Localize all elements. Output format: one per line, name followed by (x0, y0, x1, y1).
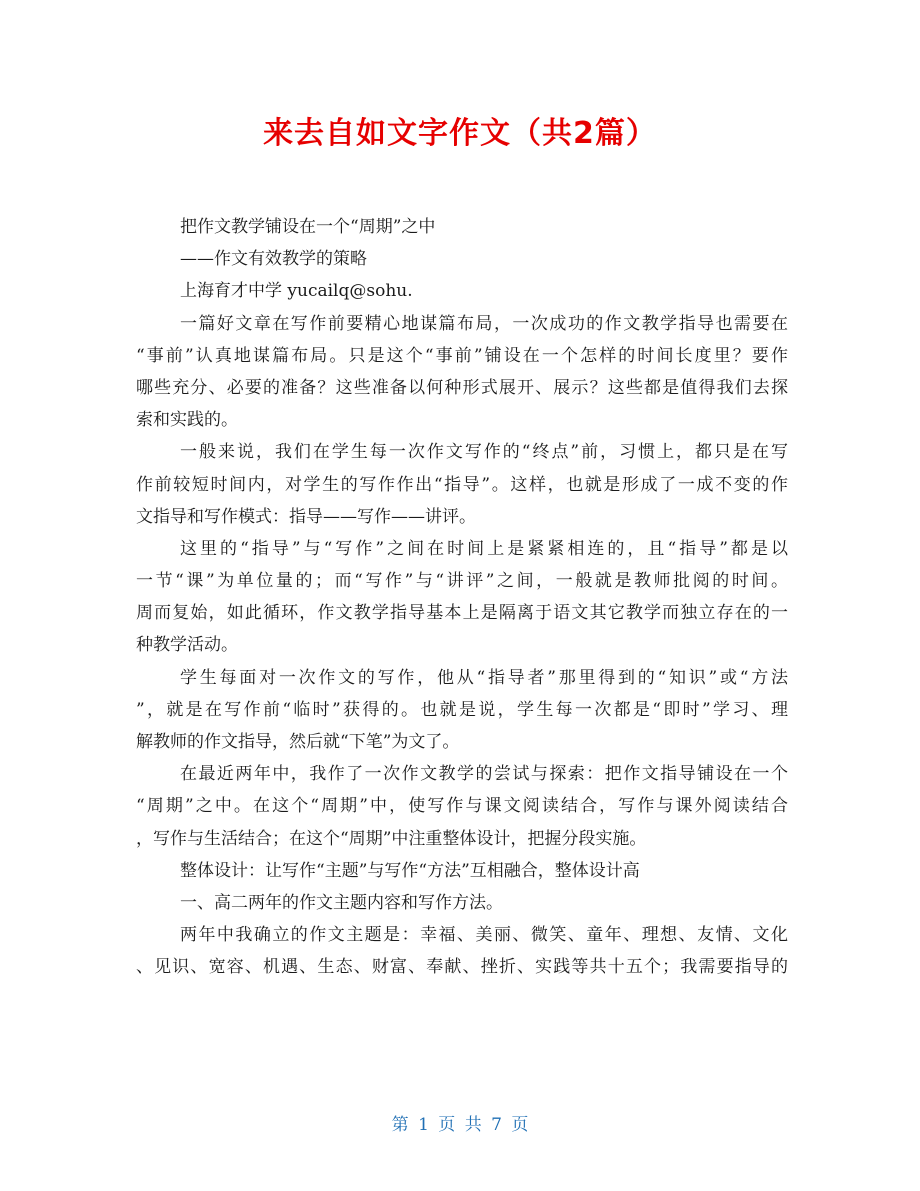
page-number-footer: 第 1 页 共 7 页 (391, 1115, 529, 1135)
paragraph-line: 周而复始，如此循环，作文教学指导基本上是隔离于语文其它教学而独立存在的一 (136, 603, 788, 624)
paragraph-line: 、见识、宽容、机遇、生态、财富、奉献、挫折、实践等共十五个；我需要指导的 (136, 957, 788, 978)
paragraph-line: 一、高二两年的作文主题内容和写作方法。 (180, 892, 503, 913)
paragraph-line: “周期”之中。在这个“周期”中，使写作与课文阅读结合，写作与课外阅读结合 (136, 796, 788, 817)
subtitle-line: 把作文教学铺设在一个“周期”之中 (180, 217, 436, 237)
author-line: 上海育才中学 yucailq@sohu. (180, 281, 413, 302)
paragraph-line: 整体设计：让写作“主题”与写作“方法”互相融合，整体设计高 (180, 860, 640, 881)
paragraph-line: 哪些充分、必要的准备？这些准备以何种形式展开、展示？这些都是值得我们去探 (136, 377, 788, 398)
paragraph-line: 一般来说，我们在学生每一次作文写作的“终点”前，习惯上，都只是在写 (180, 442, 788, 463)
paragraph-line: 在最近两年中，我作了一次作文教学的尝试与探索：把作文指导铺设在一个 (180, 764, 788, 785)
paragraph-line: 解教师的作文指导，然后就“下笔”为文了。 (136, 732, 460, 752)
paragraph-line: 两年中我确立的作文主题是：幸福、美丽、微笑、童年、理想、友情、文化 (180, 925, 788, 946)
paragraph-line: 这里的“指导”与“写作”之间在时间上是紧紧相连的，且“指导”都是以 (180, 538, 788, 559)
paragraph-line: 作前较短时间内，对学生的写作作出“指导”。这样，也就是形成了一成不变的作 (136, 474, 788, 495)
paragraph-line: 种教学活动。 (136, 635, 238, 656)
paragraph-line: ，写作与生活结合；在这个“周期”中注重整体设计，把握分段实施。 (136, 828, 647, 849)
paragraph-line: 一篇好文章在写作前要精心地谋篇布局，一次成功的作文教学指导也需要在 (180, 313, 788, 334)
paragraph-line: ”，就是在写作前“临时”获得的。也就是说，学生每一次都是“即时”学习、理 (136, 699, 788, 720)
document-body (136, 211, 788, 984)
paragraph-line: 文指导和写作模式：指导——写作——讲评。 (136, 506, 476, 527)
subtitle-strategy-line: ——作文有效教学的策略 (180, 249, 367, 270)
paragraph-line: 索和实践的。 (136, 410, 238, 431)
paragraph-line: 一节“课”为单位量的；而“写作”与“讲评”之间，一般就是教师批阅的时间。 (136, 571, 788, 592)
document-title: 来去自如文字作文（共2篇） (263, 116, 657, 151)
paragraph-line: 学生每面对一次作文的写作，他从“指导者”那里得到的“知识”或“方法 (180, 667, 788, 688)
paragraph-line: “事前”认真地谋篇布局。只是这个“事前”铺设在一个怎样的时间长度里？要作 (136, 345, 788, 366)
